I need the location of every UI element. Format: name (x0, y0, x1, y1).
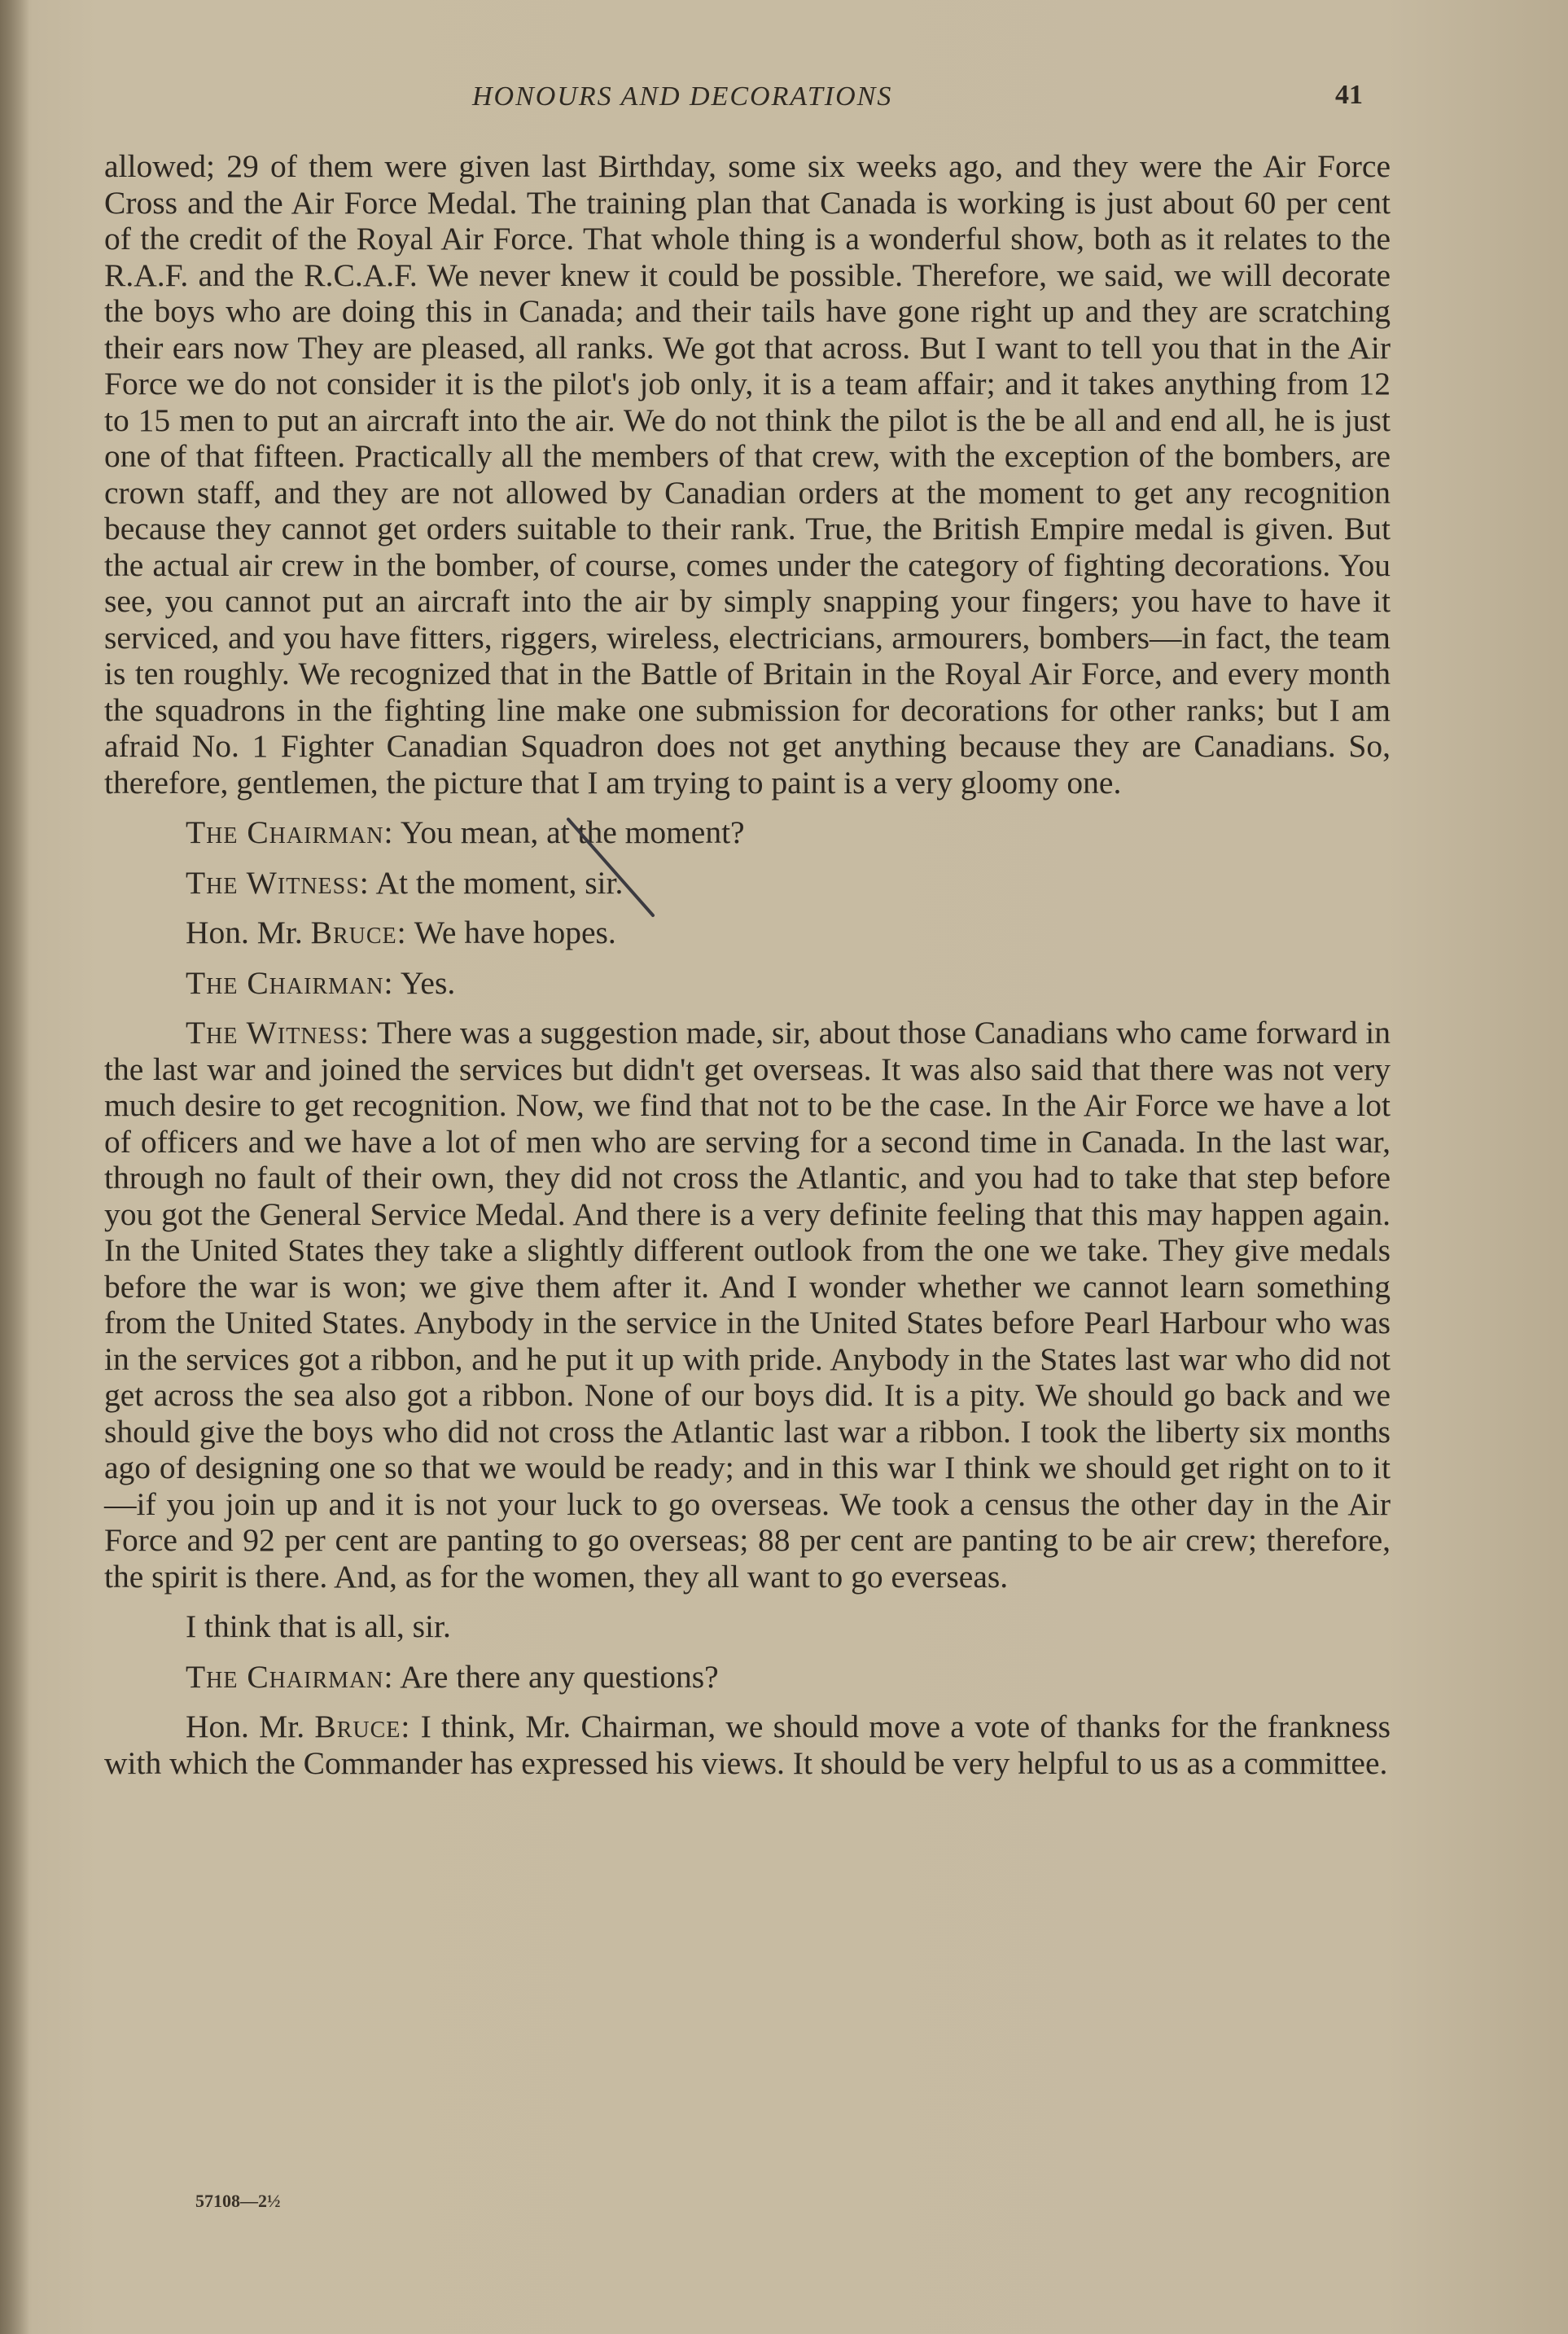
dialogue-witness-2 (104, 1015, 1391, 1595)
speaker-prefix: Hon. Mr. (186, 1709, 315, 1744)
spine-shadow (0, 0, 29, 2334)
speaker-label: The Chairman: (186, 1658, 394, 1695)
body-text (104, 148, 1391, 1781)
dialogue-text: Are there any questions? (393, 1658, 719, 1695)
paragraph-continuation: allowed; 29 of them were given last Birthday, some six weeks ago, and they were the Air Force Cross and the Air Force Medal. The training plan that Canada is working is just about 60 per cent of the credit of the Royal Air Force. That whole thing is a wonderful show, both as it relates to the R.A.F. and the R.C.A.F. We never knew it could be possible. Therefore, we said, we will decorate the boys who are doing this in Canada; and their tails have gone right up and they are scratching their ears now They are pleased, all ranks. We got that across. But I want to tell you that in the Air Force we do not consider it is the pilot's job only, it is a team affair; and it takes anything from 12 to 15 men to put an aircraft into the air. We do not think the pilot is the be all and end all, he is just one of that fifteen. Practically all the members of that crew, with the exception of the bombers, are crown staff, and they are not allowed by Canadian orders at the moment to get any recognition because they cannot get orders suitable to their rank. True, the British Empire medal is given. But the actual air crew in the bomber, of course, comes under the category of fighting decorations. You see, you cannot put an aircraft into the air by simply snapping your fingers; you have to have it serviced, and you have fitters, riggers, wireless, electricians, armourers, bombers—in fact, the team is ten roughly. We recognized that in the Battle of Britain in the Royal Air Force, and every month the squadrons in the fighting line make one submission for decorations for other ranks; but I am afraid No. 1 Fighter Canadian Squadron does not get anything because they are Canadians. So, therefore, gentlemen, the picture that I am trying to paint is a very gloomy one. (104, 148, 1391, 801)
dialogue-bruce-1 (104, 915, 1391, 951)
dialogue-witness-1 (104, 865, 1391, 902)
speaker-label: The Witness: (186, 1015, 370, 1051)
running-head: HONOURS AND DECORATIONS (472, 81, 893, 112)
dialogue-witness-closing: I think that is all, sir. (186, 1608, 451, 1644)
speaker-label: Bruce: (310, 915, 407, 950)
dialogue-bruce-2 (104, 1709, 1391, 1781)
dialogue-text: There was a suggestion made, sir, about those Canadians who came forward in the last war and joined the services but didn't get overseas. It was also said that there was not very much desire to get recognition. Now, we find that not to be the case. In the Air Force we have a lot of officers and we have a lot of men who are serving for a second time in Canada. In the last war, through no fault of their own, they did not cross the Atlantic, and you had to take that step before you got the General Service Medal. And there is a very definite feeling that this may happen again. In the United States they take a slightly different outlook from the one we take. They give medals before the war is won; we give them after it. And I wonder whether we cannot learn something from the United States. Anybody in the service in the United States before Pearl Harbour who was in the services got a ribbon, and he put it up with pride. Anybody in the States last war who did not get across the sea also got a ribbon. None of our boys did. It is a pity. We should go back and we should give the boys who did not cross the Atlantic last war a ribbon. I took the liberty six months ago of designing one so that we would be ready; and in this war I think we should get right on to it—if you join up and it is not your luck to go overseas. We took a census the other day in the Air Force and 92 per cent are panting to go overseas; 88 per cent are panting to be air crew; therefore, the spirit is there. And, as for the women, they all want to go everseas. (104, 1015, 1391, 1595)
dialogue-chairman-2 (104, 965, 1391, 1002)
speaker-label: The Chairman: (186, 964, 394, 1001)
dialogue-text: We have hopes. (406, 915, 616, 950)
printer-code: 57108—2½ (195, 2191, 281, 2211)
dialogue-chairman-1 (104, 814, 1391, 851)
page-number: 41 (1335, 80, 1363, 110)
speaker-label: The Witness: (186, 864, 370, 901)
speaker-label: The Chairman: (186, 814, 394, 850)
dialogue-text: Yes. (393, 964, 456, 1001)
dialogue-text: You mean, at the moment? (393, 814, 745, 850)
pencil-mark (562, 814, 659, 920)
speaker-label: Bruce: (314, 1709, 411, 1744)
dialogue-text: At the moment, sir. (369, 864, 624, 901)
speaker-prefix: Hon. Mr. (186, 915, 311, 950)
dialogue-text: I think, Mr. Chairman, we should move a vote of thanks for the frankness with which the Commander has expressed his views. It should be very helpful to us as a committee. (104, 1709, 1391, 1781)
dialogue-chairman-3 (104, 1659, 1391, 1696)
